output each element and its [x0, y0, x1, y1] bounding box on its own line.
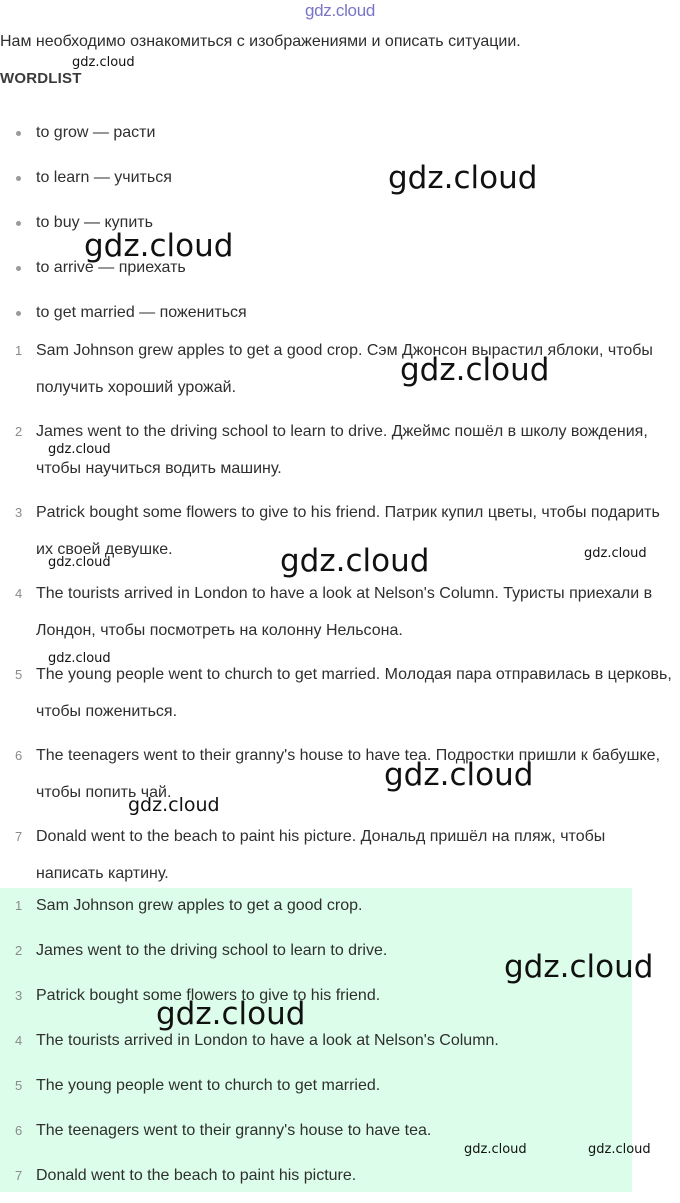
sentence-text: The teenagers went to their granny's house to have tea. Подростки пришли к бабушке, чтобы попить чай.: [36, 747, 661, 801]
sentence-item: [0, 576, 680, 657]
answer-item: [0, 1113, 499, 1158]
watermark: gdz.cloud: [584, 546, 647, 561]
sentence-text: The tourists arrived in London to have a look at Nelson's Column. Туристы приехали в Лондон, чтобы посмотреть на колонну Нельсона.: [36, 585, 653, 639]
watermark: gdz.cloud: [156, 996, 306, 1032]
wordlist-heading: WORDLIST: [0, 70, 82, 87]
item-number: 1: [15, 343, 23, 358]
wordlist-item: [0, 292, 247, 337]
sentence-text: James went to the driving school to learn to drive. Джеймс пошёл в школу вождения, чтобы научиться водить машину.: [36, 423, 648, 477]
watermark: gdz.cloud: [72, 55, 135, 70]
wordlist-item: [0, 157, 247, 202]
sentence-item: [0, 657, 680, 738]
watermark: gdz.cloud: [504, 949, 654, 985]
sentence-text: The young people went to church to get married. Молодая пара отправилась в церковь, чтобы пожениться.: [36, 666, 672, 720]
item-number: 7: [15, 829, 23, 844]
item-number: 1: [15, 898, 23, 913]
bullet-icon: [16, 311, 21, 316]
wordlist-item-text: to learn — учиться: [36, 169, 172, 186]
answer-text: Patrick bought some flowers to give to his friend.: [36, 987, 381, 1004]
wordlist-item-text: to grow — расти: [36, 124, 156, 141]
wordlist-item: [0, 112, 247, 157]
item-number: 3: [15, 505, 23, 520]
watermark: gdz.cloud: [388, 160, 538, 196]
watermark: gdz.cloud: [280, 543, 430, 579]
wordlist-item-text: to get married — пожениться: [36, 304, 247, 321]
sentence-list: [0, 333, 680, 900]
sentence-text: Patrick bought some flowers to give to his friend. Патрик купил цветы, чтобы подарить их своей девушке.: [36, 504, 660, 558]
answer-item: [0, 1068, 499, 1113]
answer-list: [0, 888, 499, 1203]
item-number: 2: [15, 943, 23, 958]
item-number: 6: [15, 748, 23, 763]
watermark: gdz.cloud: [48, 442, 111, 457]
answer-text: Donald went to the beach to paint his picture.: [36, 1167, 357, 1184]
answer-text: The teenagers went to their granny's house to have tea.: [36, 1122, 432, 1139]
answer-block: [0, 888, 632, 1192]
item-number: 4: [15, 1033, 23, 1048]
watermark: gdz.cloud: [84, 228, 234, 264]
item-number: 6: [15, 1123, 23, 1138]
watermark: gdz.cloud: [400, 352, 550, 388]
item-number: 5: [15, 1078, 23, 1093]
bullet-icon: [16, 176, 21, 181]
answer-text: The young people went to church to get married.: [36, 1077, 381, 1094]
answer-text: James went to the driving school to learn to drive.: [36, 942, 388, 959]
answer-item: [0, 933, 499, 978]
watermark: gdz.cloud: [464, 1142, 527, 1157]
top-watermark: gdz.cloud: [304, 1, 376, 20]
answer-text: Sam Johnson grew apples to get a good crop.: [36, 897, 363, 914]
sentence-item: [0, 738, 680, 819]
watermark: gdz.cloud: [128, 794, 220, 816]
intro-text: Нам необходимо ознакомиться с изображениями и описать ситуации.: [0, 33, 521, 50]
sentence-item: [0, 333, 680, 414]
bullet-icon: [16, 131, 21, 136]
answer-item: [0, 888, 499, 933]
watermark: gdz.cloud: [48, 555, 111, 570]
sentence-text: Donald went to the beach to paint his picture. Дональд пришёл на пляж, чтобы написать картину.: [36, 828, 606, 882]
item-number: 7: [15, 1168, 23, 1183]
watermark: gdz.cloud: [48, 651, 111, 666]
answer-item: [0, 1158, 499, 1203]
item-number: 4: [15, 586, 23, 601]
sentence-text: Sam Johnson grew apples to get a good crop. Сэм Джонсон вырастил яблоки, чтобы получить хороший урожай.: [36, 342, 653, 396]
wordlist-item-text: to arrive — приехать: [36, 259, 186, 276]
answer-text: The tourists arrived in London to have a look at Nelson's Column.: [36, 1032, 499, 1049]
watermark: gdz.cloud: [384, 757, 534, 793]
wordlist-item-text: to buy — купить: [36, 214, 153, 231]
watermark: gdz.cloud: [588, 1142, 651, 1157]
bullet-icon: [16, 266, 21, 271]
bullet-icon: [16, 221, 21, 226]
item-number: 3: [15, 988, 23, 1003]
wordlist: [0, 112, 247, 337]
item-number: 5: [15, 667, 23, 682]
item-number: 2: [15, 424, 23, 439]
